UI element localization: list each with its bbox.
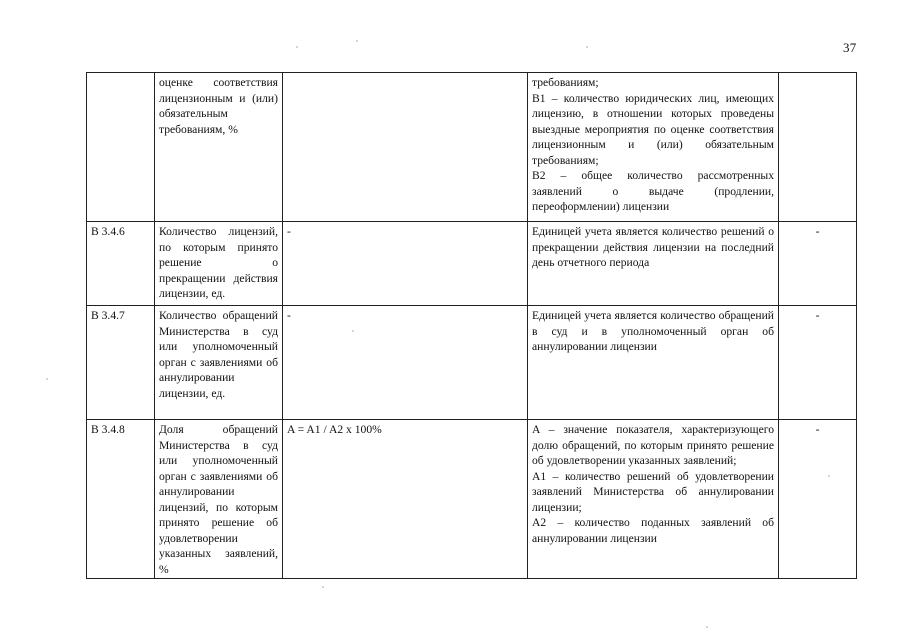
page-number: 37 bbox=[843, 40, 857, 55]
table-row bbox=[87, 420, 857, 579]
notes-line: требованиям; bbox=[532, 76, 599, 89]
code-cell: B 3.4.6 bbox=[87, 222, 155, 306]
notes-line: Единицей учета является количество обращений в суд и в уполномоченный орган об аннулировании лицензии bbox=[532, 309, 774, 353]
remark-cell: - bbox=[779, 420, 857, 579]
scan-speck bbox=[46, 378, 48, 380]
scan-speck bbox=[352, 330, 354, 332]
remark-cell bbox=[779, 73, 857, 222]
scan-speck bbox=[322, 586, 324, 588]
notes-line: B2 – общее количество рассмотренных заявлений о выдаче (продлении, переоформлении) лицензии bbox=[532, 169, 774, 213]
formula-cell: A = A1 / A2 x 100% bbox=[283, 420, 528, 579]
scan-speck bbox=[356, 40, 358, 42]
remark-cell: - bbox=[779, 222, 857, 306]
code-cell: B 3.4.8 bbox=[87, 420, 155, 579]
remark-cell: - bbox=[779, 306, 857, 420]
table-row bbox=[87, 222, 857, 306]
notes-line: A2 – количество поданных заявлений об аннулировании лицензии bbox=[532, 516, 774, 545]
table-row bbox=[87, 73, 857, 222]
table-row bbox=[87, 306, 857, 420]
notes-cell bbox=[528, 73, 779, 222]
code-cell: B 3.4.7 bbox=[87, 306, 155, 420]
formula-cell bbox=[283, 73, 528, 222]
scan-speck bbox=[706, 626, 708, 628]
notes-line: A – значение показателя, характеризующего долю обращений, по которым принято решение об удовлетворении указанных заявлений; bbox=[532, 423, 774, 467]
notes-line: Единицей учета является количество решений о прекращении действия лицензии на последний день отчетного периода bbox=[532, 225, 774, 269]
notes-line: A1 – количество решений об удовлетворении заявлений Министерства об аннулировании лицензии; bbox=[532, 469, 774, 514]
notes-cell bbox=[528, 306, 779, 420]
code-cell bbox=[87, 73, 155, 222]
notes-line: B1 – количество юридических лиц, имеющих лицензию, в отношении которых проведены выездные мероприятия по оценке соответствия лицензионным и (или) обязательным требованиям; bbox=[532, 91, 774, 167]
scan-speck bbox=[586, 46, 588, 48]
indicators-table bbox=[86, 72, 857, 579]
notes-cell bbox=[528, 222, 779, 306]
indicator-name-cell: Количество обращений Министерства в суд или уполномоченный орган с заявлениями об аннулировании лицензии, ед. bbox=[155, 306, 283, 420]
formula-cell: - bbox=[283, 222, 528, 306]
indicator-name-cell: Количество лицензий, по которым принято решение о прекращении действия лицензии, ед. bbox=[155, 222, 283, 306]
indicator-name-cell: Доля обращений Министерства в суд или уполномоченный орган с заявлениями об аннулировании лицензий, по которым принято решение об удовлетворении указанных заявлений, % bbox=[155, 420, 283, 579]
scan-speck bbox=[828, 475, 830, 477]
notes-cell bbox=[528, 420, 779, 579]
scan-speck bbox=[296, 46, 298, 48]
formula-cell: - bbox=[283, 306, 528, 420]
indicator-name-cell: оценке соответствия лицензионным и (или) обязательным требованиям, % bbox=[155, 73, 283, 222]
